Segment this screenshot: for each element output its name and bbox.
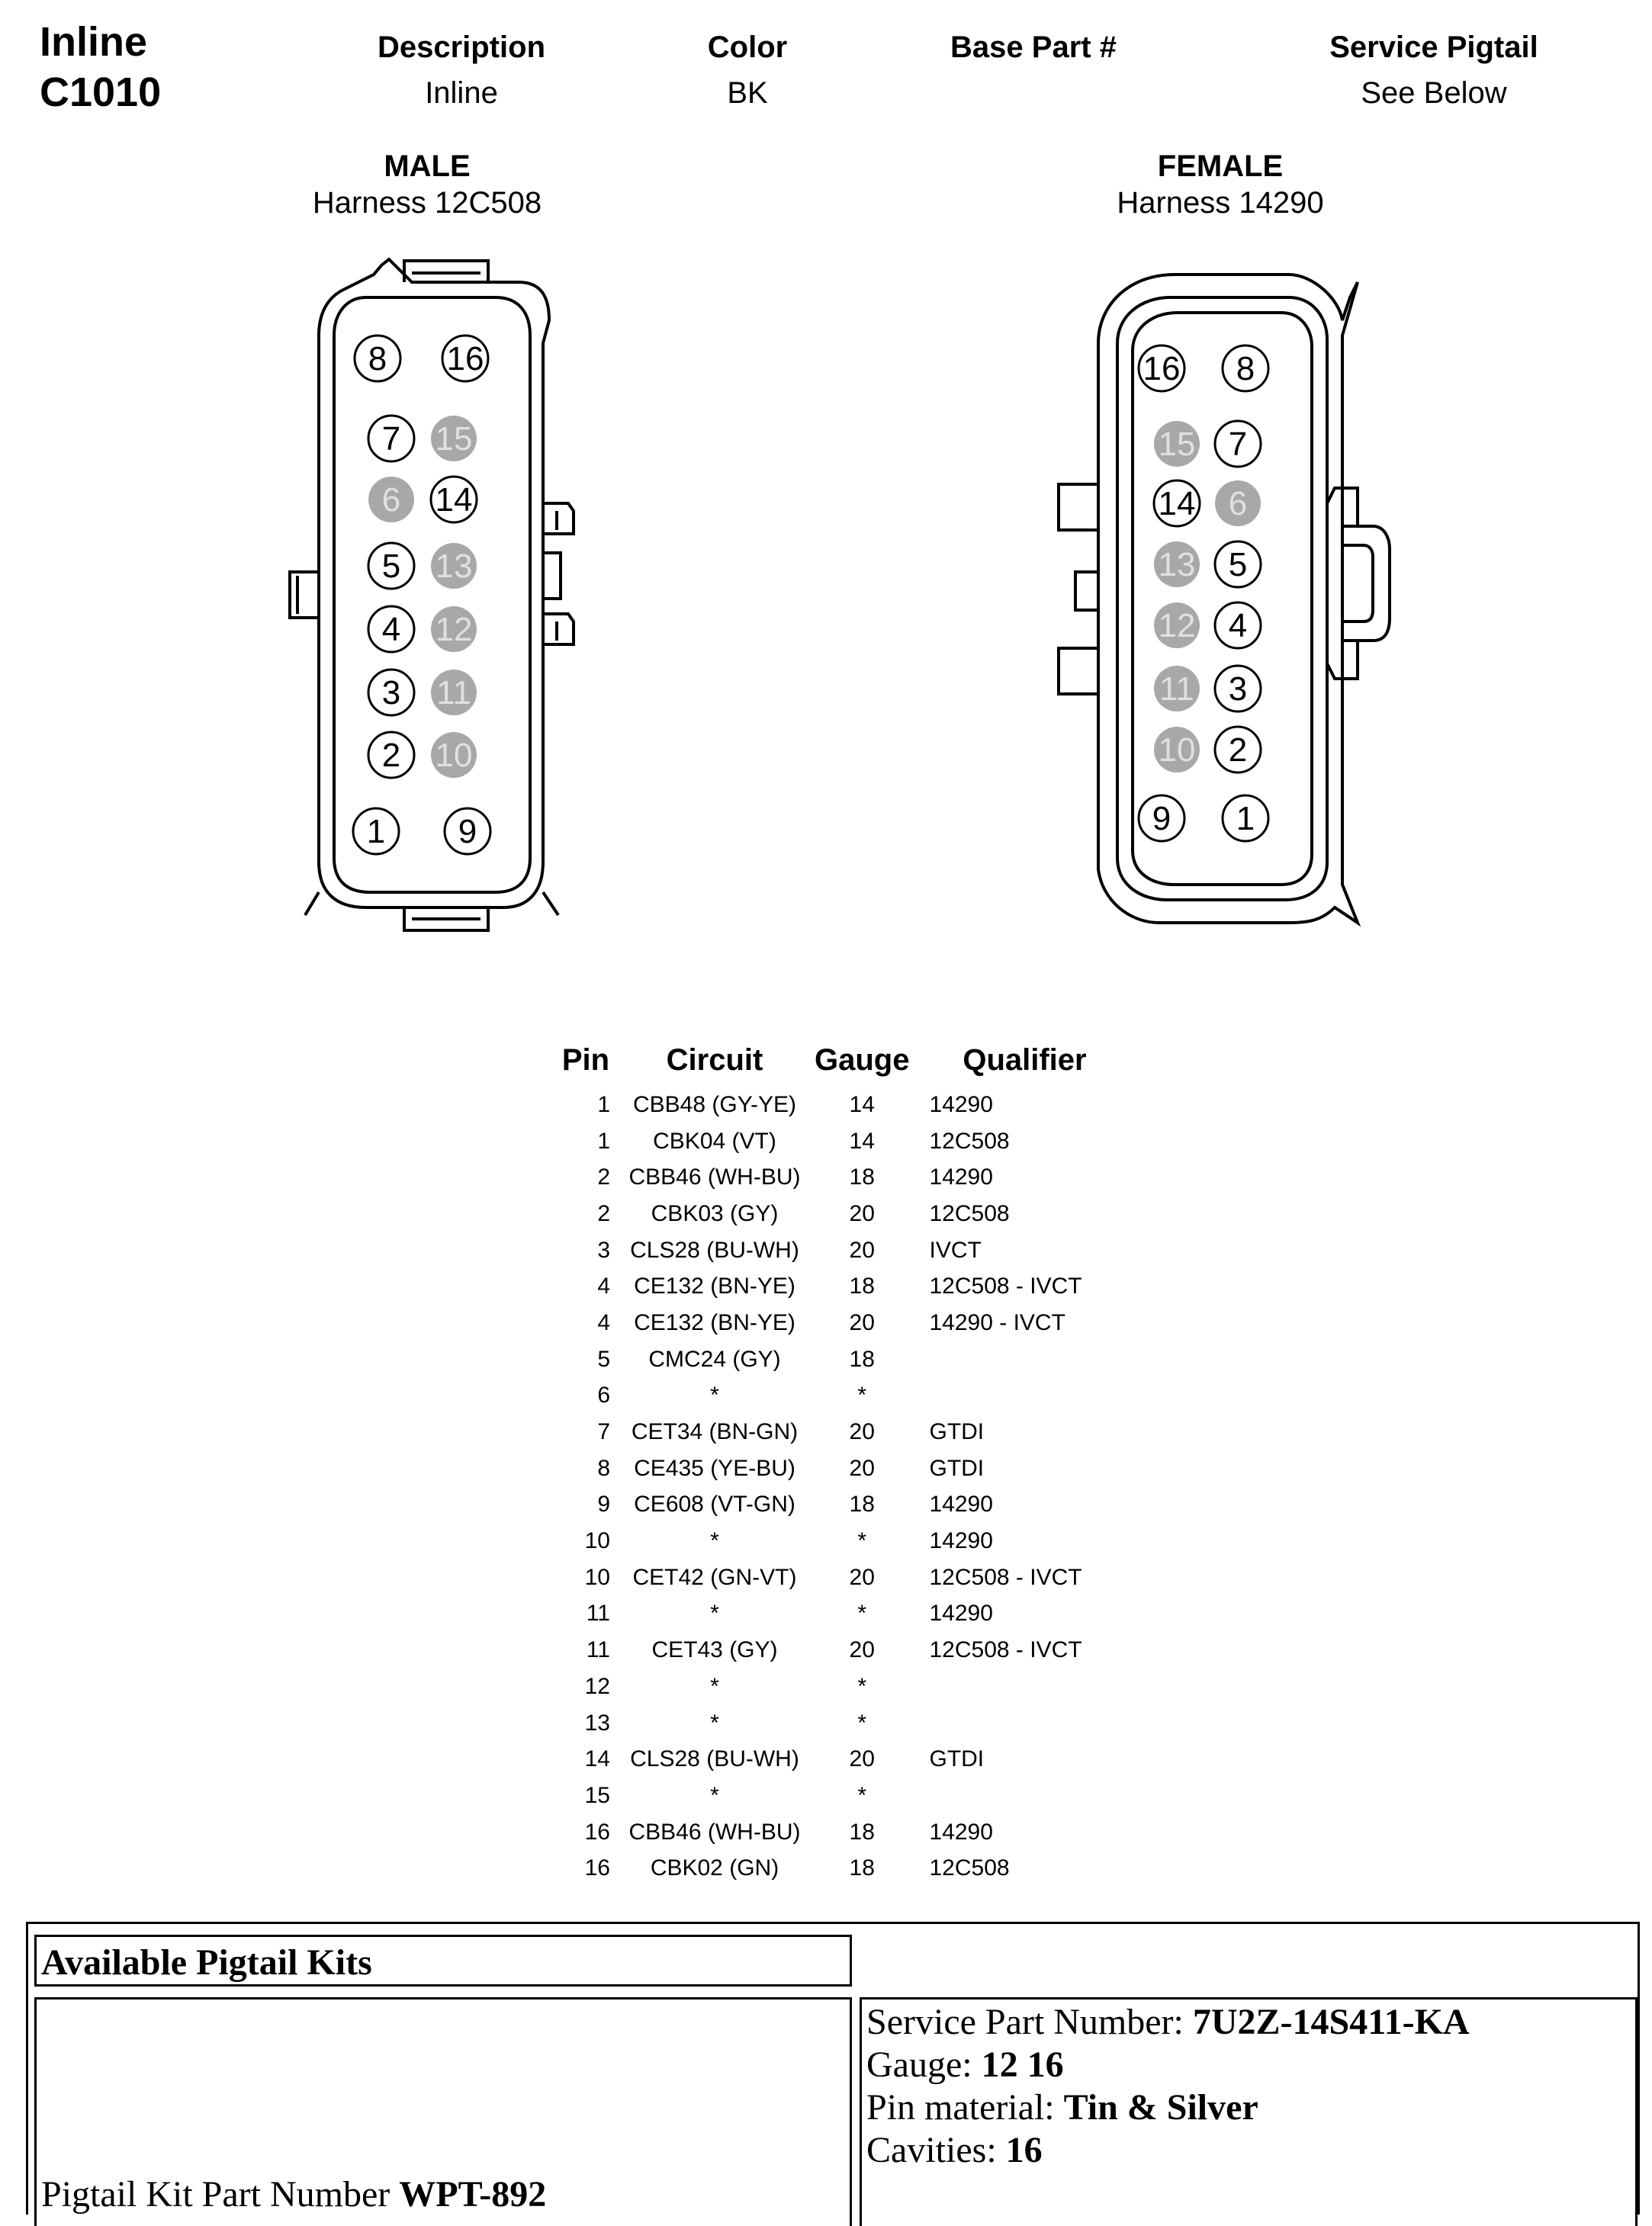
female-right-latch bbox=[1342, 526, 1390, 641]
male-pin-label-4: 4 bbox=[381, 611, 401, 648]
gauge-cell: 20 bbox=[849, 1309, 875, 1335]
pin-cell: 4 bbox=[597, 1309, 610, 1335]
pin-cell: 1 bbox=[597, 1091, 610, 1117]
pin-cell: 11 bbox=[586, 1601, 610, 1627]
pin-cell: 7 bbox=[597, 1419, 610, 1445]
female-pin-label-14: 14 bbox=[1158, 485, 1196, 522]
pin-cell: 5 bbox=[597, 1346, 610, 1372]
pin-cell: 1 bbox=[597, 1128, 610, 1154]
table-row bbox=[551, 1705, 1133, 1742]
gauge-cell: 18 bbox=[849, 1164, 875, 1190]
male-title: MALE bbox=[384, 149, 471, 183]
pin-cell: 15 bbox=[584, 1782, 610, 1808]
pin-table bbox=[551, 1033, 1133, 1887]
male-harness: Harness 12C508 bbox=[312, 186, 542, 220]
gauge-cell: * bbox=[857, 1673, 867, 1699]
circuit-cell: CET42 (GN-VT) bbox=[632, 1564, 797, 1590]
male-right-tab-mid bbox=[543, 553, 561, 599]
female-left-tab-mid bbox=[1075, 572, 1098, 610]
pin-cell: 2 bbox=[597, 1164, 610, 1190]
pin-cell: 10 bbox=[584, 1564, 610, 1590]
female-pin-label-3: 3 bbox=[1228, 670, 1248, 708]
qualifier-cell: 14290 bbox=[929, 1492, 993, 1518]
circuit-cell: CE435 (YE-BU) bbox=[634, 1455, 795, 1481]
service-pigtail-value: See Below bbox=[1361, 76, 1507, 110]
pin-cell: 2 bbox=[597, 1200, 610, 1226]
female-pin-label-2: 2 bbox=[1228, 731, 1248, 769]
gauge-cell: 20 bbox=[849, 1637, 875, 1663]
pin-cell: 9 bbox=[597, 1492, 610, 1518]
table-row bbox=[551, 1414, 1133, 1450]
male-pin-label-12: 12 bbox=[435, 611, 473, 648]
table-row bbox=[551, 1850, 1133, 1887]
service-part-line bbox=[866, 2001, 1470, 2044]
circuit-cell: * bbox=[710, 1601, 719, 1627]
qualifier-header: Qualifier bbox=[963, 1042, 1087, 1077]
pin-header: Pin bbox=[561, 1042, 610, 1077]
pin-cell: 11 bbox=[586, 1637, 610, 1663]
female-left-tab-bottom bbox=[1059, 648, 1098, 694]
gauge-label: Gauge: bbox=[866, 2045, 972, 2085]
qualifier-cell: 14290 - IVCT bbox=[929, 1309, 1065, 1335]
male-pin-label-15: 15 bbox=[435, 420, 473, 458]
female-pin-label-12: 12 bbox=[1158, 607, 1196, 644]
service-part-label: Service Part Number: bbox=[866, 2002, 1184, 2042]
table-row bbox=[551, 1159, 1133, 1196]
male-pin-label-14: 14 bbox=[435, 481, 473, 519]
table-row bbox=[551, 1268, 1133, 1305]
male-pin-label-13: 13 bbox=[435, 548, 473, 585]
table-row bbox=[551, 1559, 1133, 1596]
service-pigtail-label: Service Pigtail bbox=[1329, 31, 1538, 64]
qualifier-cell: GTDI bbox=[929, 1746, 985, 1772]
gauge-cell: 18 bbox=[849, 1346, 875, 1372]
table-row bbox=[551, 1814, 1133, 1851]
table-row bbox=[551, 1632, 1133, 1669]
female-pin-label-5: 5 bbox=[1228, 546, 1248, 583]
male-pin-label-1: 1 bbox=[366, 813, 386, 850]
cavities-line bbox=[866, 2129, 1470, 2172]
table-row bbox=[551, 1341, 1133, 1378]
qualifier-cell bbox=[915, 1705, 1133, 1742]
circuit-cell: CET34 (BN-GN) bbox=[631, 1419, 799, 1445]
gauge-cell: 20 bbox=[849, 1237, 875, 1263]
circuit-cell: * bbox=[710, 1782, 719, 1808]
cavities-label: Cavities: bbox=[866, 2130, 997, 2170]
male-pin-label-6: 6 bbox=[381, 481, 401, 519]
gauge-cell: 14 bbox=[849, 1091, 875, 1117]
pin-cell: 13 bbox=[584, 1710, 610, 1736]
male-pin-label-7: 7 bbox=[381, 420, 401, 458]
service-part-number: 7U2Z-14S411-KA bbox=[1192, 2002, 1470, 2042]
circuit-cell: CMC24 (GY) bbox=[648, 1346, 781, 1372]
female-harness: Harness 14290 bbox=[1117, 186, 1324, 220]
gauge-cell: 18 bbox=[849, 1819, 875, 1845]
male-left-tab bbox=[290, 572, 319, 618]
pigtail-kit-box bbox=[34, 1997, 852, 2226]
circuit-cell: CE132 (BN-YE) bbox=[634, 1274, 795, 1299]
female-pin-label-6: 6 bbox=[1228, 485, 1248, 522]
circuit-cell: CBB48 (GY-YE) bbox=[633, 1091, 796, 1117]
color-value: BK bbox=[727, 76, 768, 110]
table-row bbox=[551, 1669, 1133, 1705]
gauge-cell: 18 bbox=[849, 1274, 875, 1299]
base-part-label: Base Part # bbox=[950, 31, 1117, 64]
pigtail-kit-number: WPT-892 bbox=[399, 2174, 547, 2215]
female-pin-label-7: 7 bbox=[1228, 426, 1248, 463]
female-pin-label-16: 16 bbox=[1143, 350, 1181, 387]
gauge-cell: 20 bbox=[849, 1419, 875, 1445]
qualifier-cell: 12C508 bbox=[929, 1200, 1010, 1226]
gauge-cell: 20 bbox=[849, 1200, 875, 1226]
qualifier-cell bbox=[915, 1378, 1133, 1415]
female-pin-label-10: 10 bbox=[1158, 731, 1196, 769]
table-row bbox=[551, 1378, 1133, 1415]
description-label: Description bbox=[377, 31, 546, 64]
qualifier-cell bbox=[915, 1669, 1133, 1705]
male-pin-label-5: 5 bbox=[381, 548, 401, 585]
pin-material-label: Pin material: bbox=[866, 2087, 1055, 2128]
pin-cell: 12 bbox=[584, 1673, 610, 1699]
circuit-cell: CE608 (VT-GN) bbox=[634, 1492, 795, 1518]
circuit-cell: CLS28 (BU-WH) bbox=[630, 1237, 799, 1263]
male-pin-label-16: 16 bbox=[446, 340, 484, 377]
circuit-cell: * bbox=[710, 1528, 719, 1554]
table-row bbox=[551, 1123, 1133, 1160]
qualifier-cell: 12C508 - IVCT bbox=[929, 1637, 1082, 1663]
circuit-cell: * bbox=[710, 1673, 719, 1699]
male-pin-label-11: 11 bbox=[436, 674, 471, 711]
qualifier-cell: 12C508 bbox=[929, 1128, 1010, 1154]
gauge-cell: 14 bbox=[849, 1128, 875, 1154]
female-pin-label-1: 1 bbox=[1236, 800, 1255, 837]
pin-cell: 16 bbox=[584, 1855, 610, 1881]
male-connector-diagram bbox=[275, 252, 595, 953]
table-row bbox=[551, 1778, 1133, 1814]
pin-table-header bbox=[551, 1033, 1133, 1087]
pin-cell: 8 bbox=[597, 1455, 610, 1481]
male-pin-label-9: 9 bbox=[458, 813, 477, 850]
gauge-cell: 20 bbox=[849, 1455, 875, 1481]
qualifier-cell bbox=[915, 1341, 1133, 1378]
female-pin-label-11: 11 bbox=[1159, 670, 1194, 708]
qualifier-cell: GTDI bbox=[929, 1419, 985, 1445]
female-pin-label-4: 4 bbox=[1228, 607, 1248, 644]
female-pin-label-9: 9 bbox=[1152, 800, 1172, 837]
male-pin-label-2: 2 bbox=[381, 737, 401, 774]
pigtail-kit-line bbox=[41, 2173, 546, 2215]
pin-material-value: Tin & Silver bbox=[1063, 2087, 1258, 2128]
female-pin-label-15: 15 bbox=[1158, 426, 1196, 463]
circuit-cell: CET43 (GY) bbox=[651, 1637, 778, 1663]
table-row bbox=[551, 1487, 1133, 1524]
qualifier-cell: 14290 bbox=[929, 1091, 993, 1117]
pin-cell: 10 bbox=[584, 1528, 610, 1554]
cavities-value: 16 bbox=[1005, 2130, 1043, 2170]
circuit-cell: CBK03 (GY) bbox=[651, 1200, 779, 1226]
male-pin-label-3: 3 bbox=[381, 674, 401, 711]
male-pin-label-10: 10 bbox=[435, 737, 473, 774]
gauge-header: Gauge bbox=[815, 1042, 910, 1077]
circuit-cell: CBK02 (GN) bbox=[650, 1855, 779, 1881]
color-label: Color bbox=[707, 31, 788, 64]
circuit-cell: * bbox=[710, 1383, 719, 1409]
table-row bbox=[551, 1596, 1133, 1633]
table-row bbox=[551, 1087, 1133, 1123]
female-connector-diagram bbox=[1037, 252, 1403, 953]
gauge-cell: * bbox=[857, 1710, 867, 1736]
gauge-cell: 20 bbox=[849, 1746, 875, 1772]
qualifier-cell: 12C508 - IVCT bbox=[929, 1274, 1082, 1299]
circuit-header: Circuit bbox=[666, 1042, 763, 1077]
male-outer-shell bbox=[319, 259, 549, 907]
circuit-cell: CE132 (BN-YE) bbox=[634, 1309, 795, 1335]
gauge-cell: 20 bbox=[849, 1564, 875, 1590]
gauge-cell: * bbox=[857, 1601, 867, 1627]
qualifier-cell: 14290 bbox=[929, 1528, 993, 1554]
qualifier-cell: 12C508 bbox=[929, 1855, 1010, 1881]
qualifier-cell: GTDI bbox=[929, 1455, 985, 1481]
pin-cell: 14 bbox=[584, 1746, 610, 1772]
pigtail-kit-label: Pigtail Kit Part Number bbox=[41, 2174, 391, 2215]
qualifier-cell: 14290 bbox=[929, 1819, 993, 1845]
gauge-line bbox=[866, 2044, 1470, 2086]
service-part-details bbox=[866, 2001, 1470, 2172]
male-inner-shell bbox=[334, 297, 530, 892]
circuit-cell: CBB46 (WH-BU) bbox=[628, 1819, 801, 1845]
pigtail-heading: Available Pigtail Kits bbox=[41, 1942, 372, 1983]
connector-id: C1010 bbox=[40, 69, 162, 115]
gauge-cell: 18 bbox=[849, 1492, 875, 1518]
table-row bbox=[551, 1196, 1133, 1232]
female-pin-label-8: 8 bbox=[1236, 350, 1255, 387]
circuit-cell: CBK04 (VT) bbox=[653, 1128, 776, 1154]
pin-cell: 6 bbox=[597, 1383, 610, 1409]
table-row bbox=[551, 1450, 1133, 1487]
table-row bbox=[551, 1232, 1133, 1269]
female-left-tab-top bbox=[1059, 484, 1098, 530]
pin-cell: 4 bbox=[597, 1274, 610, 1299]
connector-type-label: Inline bbox=[40, 19, 148, 65]
qualifier-cell: IVCT bbox=[929, 1237, 982, 1263]
male-pin-label-8: 8 bbox=[368, 340, 387, 377]
circuit-cell: CLS28 (BU-WH) bbox=[630, 1746, 799, 1772]
pin-cell: 16 bbox=[584, 1819, 610, 1845]
table-row bbox=[551, 1741, 1133, 1778]
pin-cell: 3 bbox=[597, 1237, 610, 1263]
gauge-cell: * bbox=[857, 1782, 867, 1808]
qualifier-cell: 12C508 - IVCT bbox=[929, 1564, 1082, 1590]
table-row bbox=[551, 1523, 1133, 1559]
qualifier-cell: 14290 bbox=[929, 1601, 993, 1627]
pin-material-line bbox=[866, 2086, 1470, 2129]
female-pin-label-13: 13 bbox=[1158, 546, 1196, 583]
service-part-box bbox=[860, 1997, 1638, 2226]
qualifier-cell: 14290 bbox=[929, 1164, 993, 1190]
gauge-cell: 18 bbox=[849, 1855, 875, 1881]
circuit-cell: CBB46 (WH-BU) bbox=[628, 1164, 801, 1190]
gauge-value: 12 16 bbox=[981, 2045, 1064, 2085]
description-value: Inline bbox=[425, 76, 498, 110]
gauge-cell: * bbox=[857, 1383, 867, 1409]
pigtail-heading-box bbox=[34, 1935, 852, 1987]
table-row bbox=[551, 1305, 1133, 1341]
circuit-cell: * bbox=[710, 1710, 719, 1736]
qualifier-cell bbox=[915, 1778, 1133, 1814]
pigtail-kits-panel bbox=[26, 1922, 1640, 2215]
female-title: FEMALE bbox=[1157, 149, 1284, 183]
gauge-cell: * bbox=[857, 1528, 867, 1554]
